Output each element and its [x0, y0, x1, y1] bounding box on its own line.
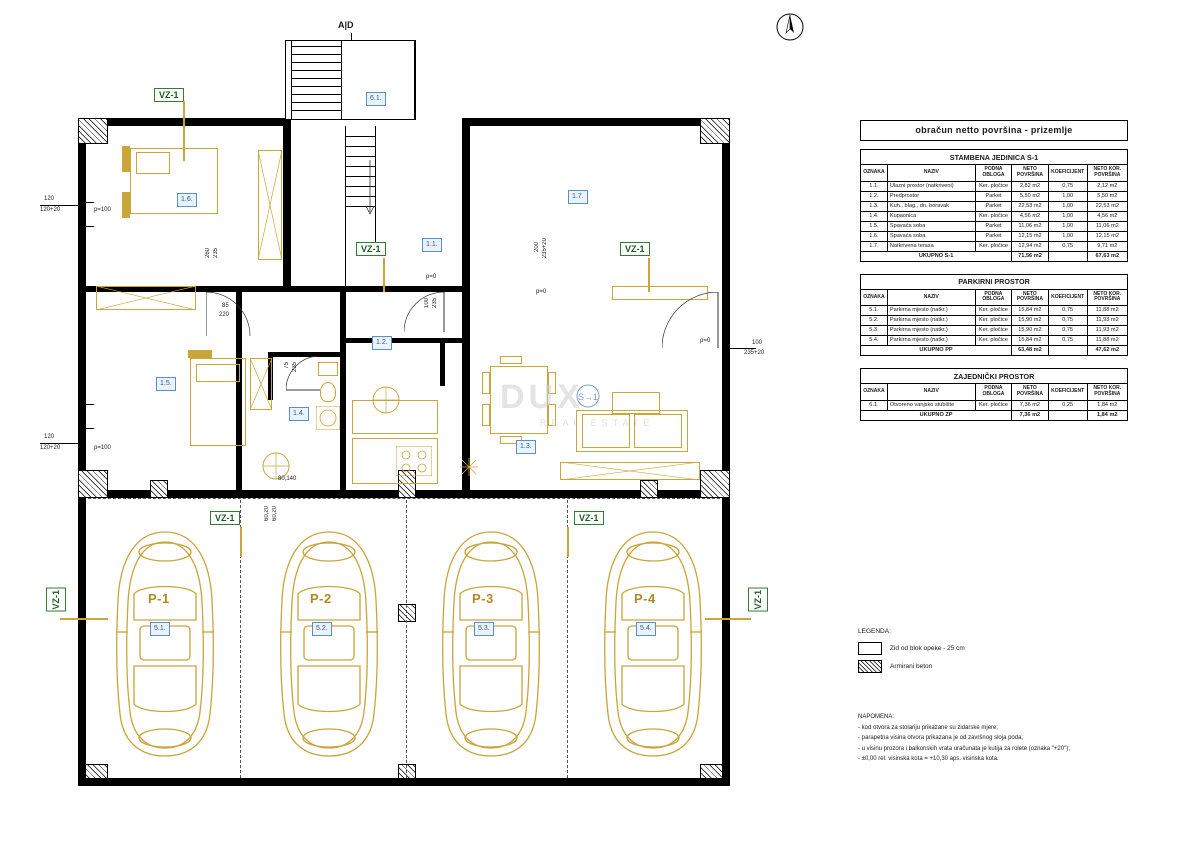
dimension-80-140: 80,140 — [278, 476, 297, 482]
car-icon — [268, 528, 390, 760]
concrete-column — [150, 480, 168, 498]
concrete-column — [78, 118, 108, 144]
dimension-60-20-b: 60,20 — [272, 506, 278, 522]
note-line: - ±0,00 rel. visinska kota = +10,30 aps. visinska kota. — [858, 756, 999, 762]
dimension-100: 100 — [424, 298, 430, 309]
table-total-row: UKUPNO ZP 7,36 m2 1,84 m2 — [861, 410, 1128, 420]
section-title-zp: ZAJEDNIČKI PROSTOR — [861, 369, 1128, 384]
legend — [858, 628, 965, 678]
concrete-column — [700, 118, 730, 144]
dimension-p0-b: p=0 — [536, 289, 547, 295]
note-line: - parapetna visina otvora prikazana je od završnog sloja poda; — [858, 735, 1024, 741]
exterior-wall — [462, 118, 470, 290]
wall-tag-vz1-top: VZ-1 — [154, 88, 184, 102]
sheet-title: obračun netto površina - prizemlje — [861, 121, 1128, 141]
dimension-120: 120 — [44, 196, 55, 202]
table-row: 5.1. Parkirna mjesto (natkr.) Ker. pločice 15,84 m2 0,75 11,88 m2 — [861, 306, 1128, 316]
dimension-p0-a: p=0 — [426, 274, 437, 280]
dimension-120-20: 120+20 — [40, 207, 61, 213]
parking-separator — [406, 500, 407, 778]
dimension-p100: p=100 — [94, 207, 111, 213]
table-title-block — [860, 120, 1128, 141]
dimension-235: 235 — [292, 362, 298, 373]
table-total-row: UKUPNO PP 63,48 m2 47,62 m2 — [861, 346, 1128, 356]
table-row: 1.3. Kuh., blag., dn. boravak Parket 22,53 m2 1,00 22,53 m2 — [861, 201, 1128, 211]
watermark-icon — [576, 384, 600, 408]
room-tag-1-6: 1.6. — [177, 193, 197, 207]
wall-tag-vz1-left: VZ-1 — [46, 588, 66, 612]
exterior-wall — [78, 118, 283, 126]
concrete-column — [78, 470, 108, 498]
stair-direction-arrow — [360, 160, 380, 220]
exterior-wall — [722, 498, 730, 786]
room-tag-1-5: 1.5. — [156, 377, 176, 391]
note-line: - kod otvora za stolariju prikazane su zidarske mjere; — [858, 724, 999, 731]
table-parkirni-prostor: PARKIRNI PROSTOR OZNAKA NAZIV PODNA OBLOGA NETO POVRŠINA KOEFICIJENT NETO KOR. POVRŠINA 5.1. Parkirna mjesto (natkr.) Ker. pločice 15,84 m2 0,75 11,88 m2 5.2. Parkirna mjesto (natkr.) Ker. pločice 15,90 m2 0,75 11,93 m2 5.3. Parkirna mjesto (natkr.) Ker. pločice 15,90 m2 0,75 11,93 m2 5.4. Parkirna mjesto (natkr.) Ker. pločice 15,84 m2 0,75 11,88 m2 UKUPNO PP 63,48 m2 47,62 m2 — [860, 274, 1128, 356]
legend-swatch-reinforced-concrete — [858, 660, 882, 673]
room-tag-1-3: 1.3. — [516, 440, 536, 454]
parking-label-p2: P-2 — [310, 591, 332, 606]
watermark: DUX — [500, 378, 584, 416]
room-tag-1-1: 1.1. — [422, 238, 442, 252]
car-icon — [104, 528, 226, 760]
cabinet-detail — [96, 286, 196, 310]
north-arrow-icon — [775, 12, 805, 42]
table-row: 1.5. Spavaća soba Parket 11,06 m2 1,00 11,06 m2 — [861, 221, 1128, 231]
legend-item — [858, 642, 965, 655]
col-podna-obloga: PODNA OBLOGA — [975, 165, 1011, 182]
room-tag-5-2: 5.2. — [312, 622, 332, 636]
interior-wall — [440, 338, 445, 386]
room-tag-5-3: 5.3. — [474, 622, 494, 636]
plant-icon — [460, 458, 478, 476]
table-stambena-jedinica — [860, 149, 1128, 261]
table-row: 1.7. Natkrivena terasa Ker. pločice 12,94 m2 0,75 9,71 m2 — [861, 241, 1128, 251]
furniture-pillow — [136, 152, 170, 174]
dimension-p100-b: p=100 — [94, 445, 111, 451]
wardrobe-detail — [258, 150, 282, 260]
interior-wall — [340, 286, 346, 490]
room-tag-5-1: 5.1. — [150, 622, 170, 636]
interior-wall — [291, 286, 341, 292]
wardrobe-detail — [250, 358, 272, 410]
dimension-75: 75 — [284, 362, 290, 369]
kitchen-sink — [372, 386, 400, 414]
table-row: 5.2. Parkirna mjesto (natkr.) Ker. pločice 15,90 m2 0,75 11,93 m2 — [861, 316, 1128, 326]
parking-label-p3: P-3 — [472, 591, 494, 606]
col-neto-kor-povrsina: NETO KOR. POVRŠINA — [1087, 165, 1127, 182]
room-tag-1-2: 1.2. — [372, 336, 392, 350]
section-title-s1: STAMBENA JEDINICA S-1 — [861, 150, 1128, 165]
fitting-washing-machine — [316, 406, 340, 430]
exterior-stair-block — [285, 40, 415, 120]
room-tag-1-7: 1.7. — [568, 190, 588, 204]
exterior-wall — [283, 118, 291, 288]
exterior-wall — [78, 498, 86, 786]
exterior-wall — [78, 778, 730, 786]
parking-label-p4: P-4 — [634, 591, 656, 606]
table-row: 5.4. Parkirna mjesto (natkr.) Ker. pločice 15,84 m2 0,75 11,88 m2 — [861, 336, 1128, 346]
concrete-column — [700, 470, 730, 498]
dimension-260: 260 — [205, 248, 211, 259]
legend-title: LEGENDA: — [858, 628, 891, 635]
notes — [858, 712, 1158, 765]
dimension-220: 220 — [219, 312, 230, 318]
wall-tag-vz1-garage-left: VZ-1 — [210, 511, 240, 525]
room-tag-6-1: 6.1. — [366, 92, 386, 106]
wall-tag-vz1-right: VZ-1 — [620, 242, 650, 256]
legend-label: Armirani beton — [890, 663, 933, 670]
col-naziv: NAZIV — [887, 165, 975, 182]
dimension-200: 200 — [534, 242, 540, 253]
section-mark-top: A|D — [338, 20, 354, 30]
table-row: 5.3. Parkirna mjesto (natkr.) Ker. pločice 15,90 m2 0,75 11,93 m2 — [861, 326, 1128, 336]
dimension-60-20: 60,20 — [264, 506, 270, 522]
dimension-120-b: 120 — [44, 434, 55, 440]
room-tag-1-4: 1.4. — [289, 407, 309, 421]
dimension-120-20-b: 120+20 — [40, 445, 61, 451]
door-swing — [206, 292, 254, 340]
dimension-235-20: 235+20 — [542, 238, 548, 259]
table-row: 1.1. Ulazni prostor (natkriveni) Ker. pločice 2,82 m2 0,75 2,12 m2 — [861, 181, 1128, 191]
exterior-wall — [78, 118, 86, 498]
dimension-p0-c: p=0 — [700, 338, 711, 344]
notes-title: NAPOMENA: — [858, 714, 895, 720]
kitchen-hob — [396, 446, 432, 476]
section-title-pp: PARKIRNI PROSTOR — [861, 274, 1128, 289]
table-row: 1.6. Spavaća soba Parket 12,15 m2 1,00 12,15 m2 — [861, 231, 1128, 241]
exterior-wall — [722, 118, 730, 498]
wall-tag-vz1-right2: VZ-1 — [748, 588, 768, 612]
table-row: 1.4. Kupaonica Ker. pločice 4,56 m2 1,00 4,56 m2 — [861, 211, 1128, 221]
table-zajednicki-prostor: ZAJEDNIČKI PROSTOR OZNAKA NAZIV PODNA OBLOGA NETO POVRŠINA KOEFICIJENT NETO KOR. POVRŠINA 6.1. Otvoreno vanjsko stubište Ker. pločice 7,36 m2 0,25 1,84 m2 UKUPNO ZP 7,36 m2 1,84 m2 — [860, 368, 1128, 420]
table-row: 6.1. Otvoreno vanjsko stubište Ker. pločice 7,36 m2 0,25 1,84 m2 — [861, 400, 1128, 410]
parking-label-p1: P-1 — [148, 591, 170, 606]
wall-tag-vz1-garage-right: VZ-1 — [574, 511, 604, 525]
svg-text:S→1: S→1 — [577, 392, 599, 402]
room-tag-5-4: 5.4. — [636, 622, 656, 636]
table-total-row: UKUPNO S-1 71,56 m2 67,63 m2 — [861, 251, 1128, 261]
table-row: 1.2. Predprostor Parket 5,50 m2 1,00 5,50 m2 — [861, 191, 1128, 201]
tv-cabinet-detail — [560, 462, 700, 480]
door-swing — [662, 292, 722, 352]
dimension-100-b: 100 — [752, 340, 763, 346]
furniture-pillow — [196, 364, 240, 382]
exterior-wall — [462, 118, 730, 126]
wall-tag-vz1-mid: VZ-1 — [356, 242, 386, 256]
chair — [482, 372, 490, 394]
legend-label: Zid od blok opeke - 25 cm — [890, 645, 965, 652]
note-line: - u visinu prozora i balkonskih vrata uračunata je kutija za rolete (oznaka "+20"); — [858, 745, 1070, 752]
col-neto-povrsina: NETO POVRŠINA — [1012, 165, 1049, 182]
chair — [500, 356, 522, 364]
car-icon — [592, 528, 714, 760]
dimension-235-b: 235 — [432, 298, 438, 309]
chair — [482, 404, 490, 426]
legend-swatch-block-wall — [858, 642, 882, 655]
armchair — [612, 392, 660, 414]
col-oznaka: OZNAKA — [861, 165, 888, 182]
legend-item — [858, 660, 965, 673]
concrete-column — [640, 480, 658, 498]
dimension-235-c: 235 — [213, 248, 219, 259]
dimension-85: 85 — [222, 303, 229, 309]
col-koeficijent: KOEFICIJENT — [1048, 165, 1087, 182]
dimension-235-20-b: 235+20 — [744, 350, 765, 356]
car-icon — [430, 528, 552, 760]
area-calculation-tables — [860, 120, 1128, 421]
watermark-sub: REAL ESTATE — [540, 418, 655, 428]
